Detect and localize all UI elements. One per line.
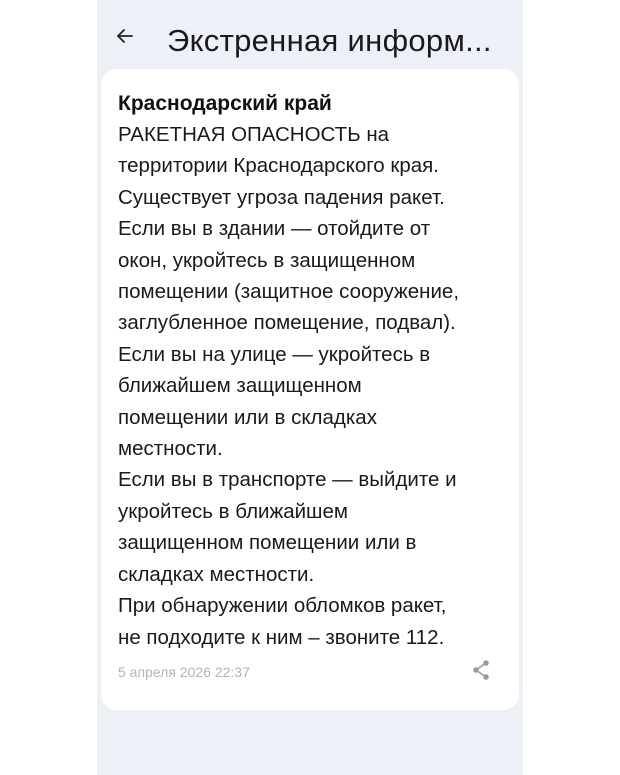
- top-bar: [97, 0, 523, 70]
- page-title: Экстренная информ...: [167, 23, 492, 58]
- alert-card: [101, 69, 519, 710]
- alert-message: РАКЕТНАЯ ОПАСНОСТЬ на территории Краснодарского края. Существует угроза падения ракет. Если вы в здании — отойдите от окон, укройтесь в защищенном помещении (защитное сооружение, заглубленное помещение, подвал). Если вы на улице — укройтесь в ближайшем защищенном помещении или в складках местности. Если вы в транспорте — выйдите и укройтесь в ближайшем защищенном помещении или в складках местности. При обнаружении обломков ракет, не подходите к ним – звоните 112.: [118, 123, 460, 649]
- alert-region: Краснодарский край: [118, 92, 332, 115]
- alert-timestamp: 5 апреля 2026 22:37: [118, 664, 250, 680]
- app-screen: [97, 0, 523, 775]
- share-icon[interactable]: [470, 659, 492, 681]
- back-arrow-icon[interactable]: [115, 26, 135, 46]
